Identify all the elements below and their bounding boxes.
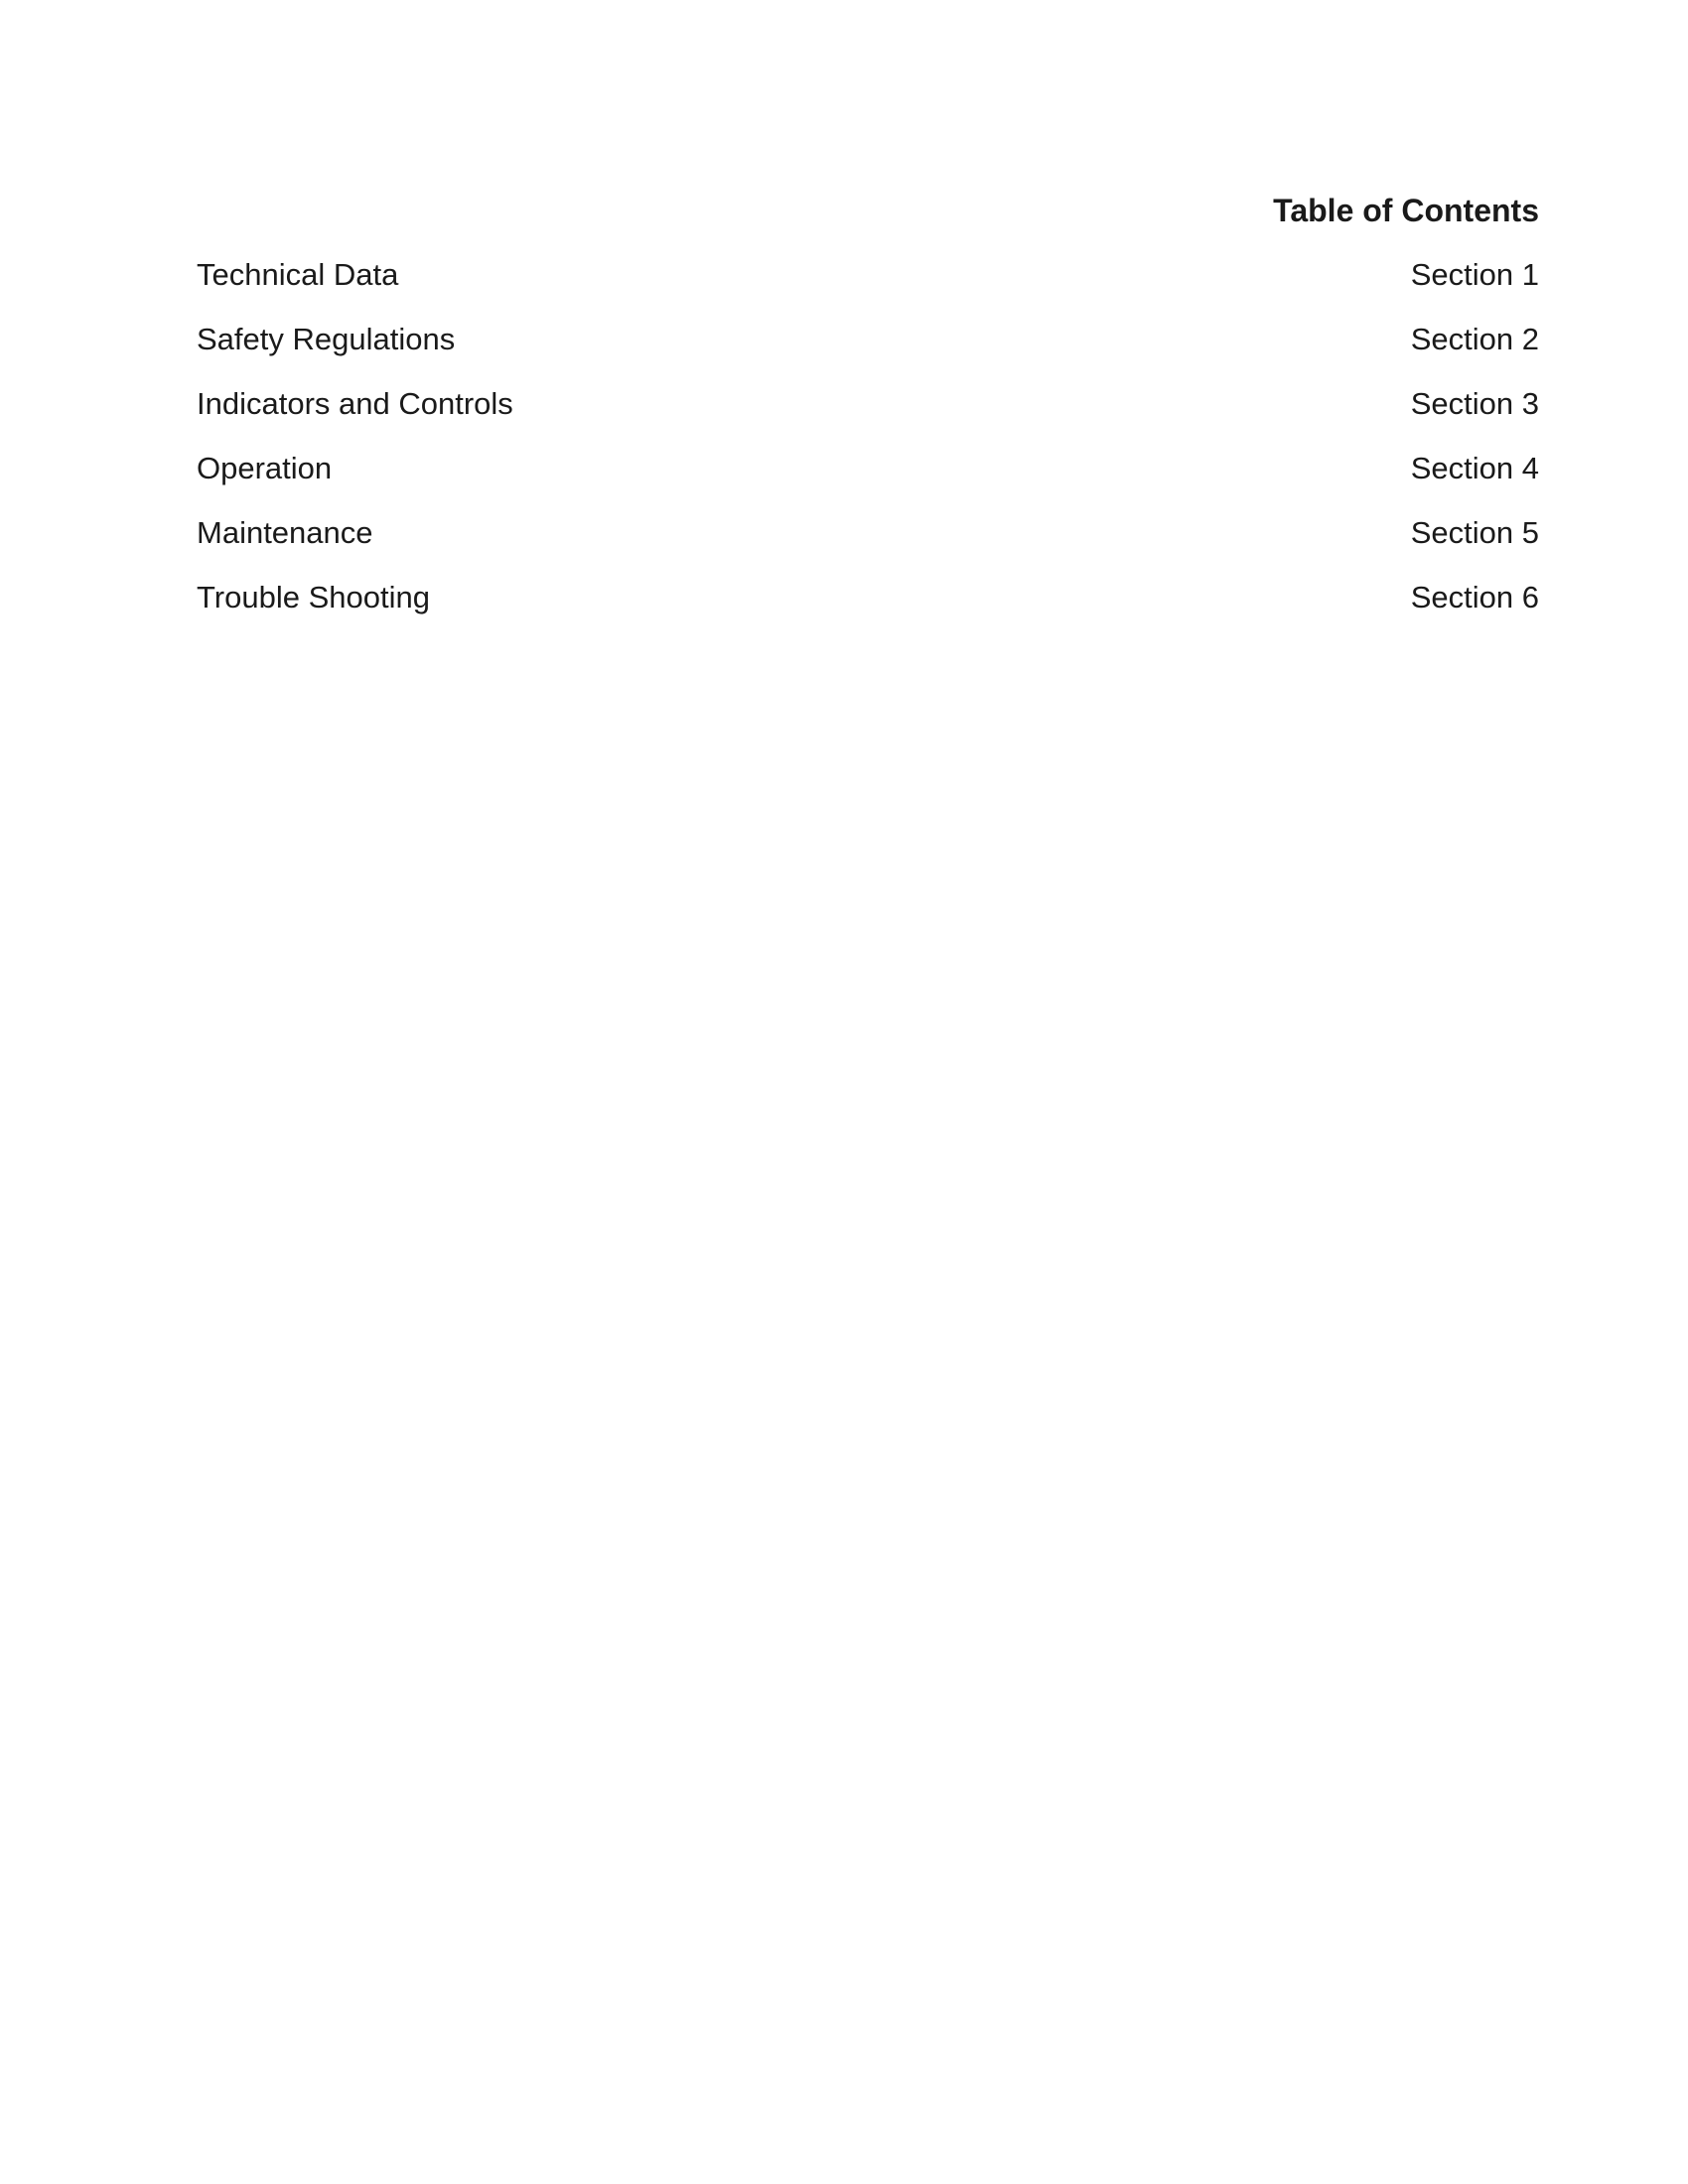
toc-entry-maintenance — [197, 511, 1539, 576]
toc-entry-operation — [197, 447, 1539, 511]
toc-entry-label: Trouble Shooting — [197, 580, 430, 614]
toc-list — [197, 253, 1539, 640]
toc-title: Table of Contents — [1273, 193, 1539, 228]
toc-entry-section: Section 6 — [1410, 580, 1539, 614]
toc-entry-section: Section 4 — [1410, 451, 1539, 485]
toc-entry-section: Section 5 — [1410, 515, 1539, 550]
toc-entry-label: Safety Regulations — [197, 322, 456, 356]
toc-entry-safety-regulations — [197, 318, 1539, 382]
toc-entry-label: Technical Data — [197, 257, 399, 292]
toc-entry-trouble-shooting — [197, 576, 1539, 640]
toc-entry-section: Section 1 — [1410, 257, 1539, 292]
toc-entry-label: Indicators and Controls — [197, 386, 513, 421]
toc-entry-section: Section 2 — [1410, 322, 1539, 356]
toc-entry-indicators-and-controls — [197, 382, 1539, 447]
toc-entry-label: Operation — [197, 451, 333, 485]
toc-entry-label: Maintenance — [197, 515, 373, 550]
toc-entry-section: Section 3 — [1410, 386, 1539, 421]
toc-entry-technical-data — [197, 253, 1539, 318]
